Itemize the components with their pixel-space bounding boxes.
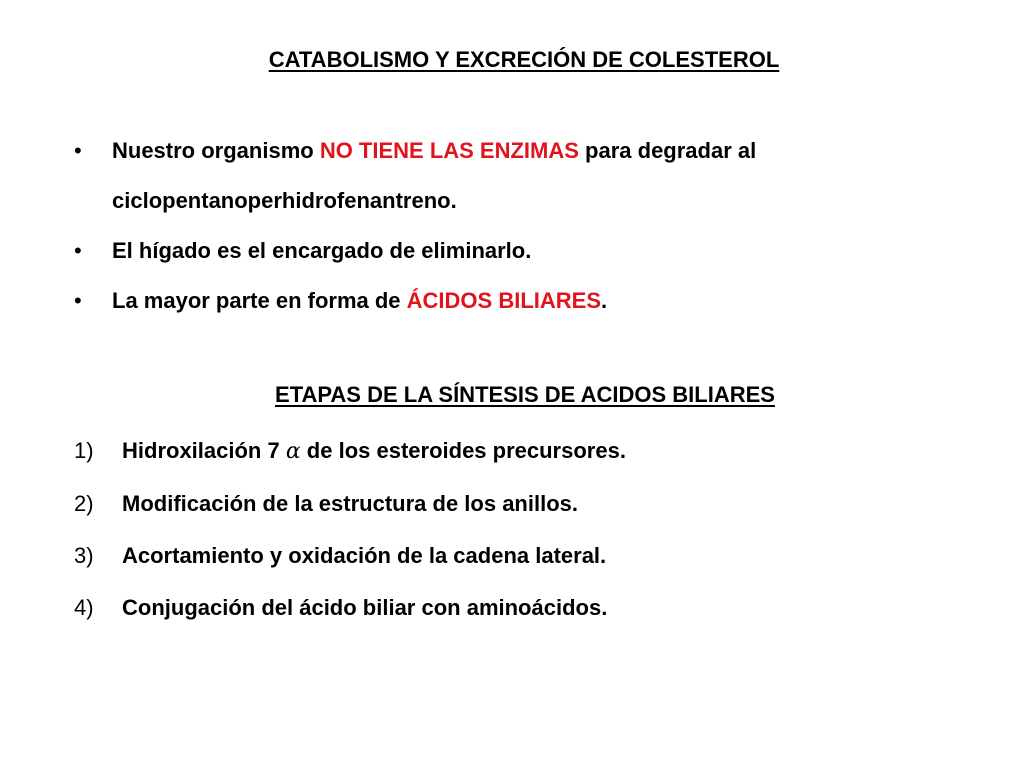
bullet-list <box>74 126 834 326</box>
bullet-dot-icon: • <box>74 238 82 263</box>
step-item-4 <box>74 582 874 634</box>
step-number: 4) <box>74 595 94 620</box>
step-text-post: de los esteroides precursores. <box>300 438 626 463</box>
bullet-text: El hígado es el encargado de eliminarlo. <box>112 238 532 263</box>
step-item-2 <box>74 478 874 530</box>
step-text: Acortamiento y oxidación de la cadena lateral. <box>122 543 607 568</box>
section-subtitle: ETAPAS DE LA SÍNTESIS DE ACIDOS BILIARES <box>275 382 775 407</box>
bullet-dot-icon: • <box>74 138 82 163</box>
bullet-item-liver <box>74 226 834 276</box>
step-text: Modificación de la estructura de los anillos. <box>122 491 578 516</box>
bullet-highlight-bile-acids: ÁCIDOS BILIARES <box>406 288 602 313</box>
bullet-dot-icon: • <box>74 288 82 313</box>
bullet-text-post: para degradar al ciclopentanoperhidrofenantreno. <box>112 138 757 213</box>
bullet-highlight-enzymes: NO TIENE LAS ENZIMAS <box>319 138 579 163</box>
step-number: 2) <box>74 491 94 516</box>
alpha-symbol: α <box>285 439 301 464</box>
bullet-item-enzymes <box>74 126 834 226</box>
step-text-pre: Hidroxilación 7 <box>122 438 286 463</box>
step-item-3 <box>74 530 874 582</box>
step-number: 1) <box>74 438 94 463</box>
bullet-text-pre: La mayor parte en forma de <box>112 288 407 313</box>
slide-title: CATABOLISMO Y EXCRECIÓN DE COLESTEROL <box>268 47 780 72</box>
step-text: Conjugación del ácido biliar con aminoácidos. <box>122 595 608 620</box>
step-number: 3) <box>74 543 94 568</box>
bullet-item-bile-acids <box>74 276 834 326</box>
bullet-text-pre: Nuestro organismo <box>112 138 320 163</box>
step-item-1 <box>74 425 874 478</box>
bullet-text-post: . <box>601 288 608 313</box>
steps-list <box>74 425 874 634</box>
